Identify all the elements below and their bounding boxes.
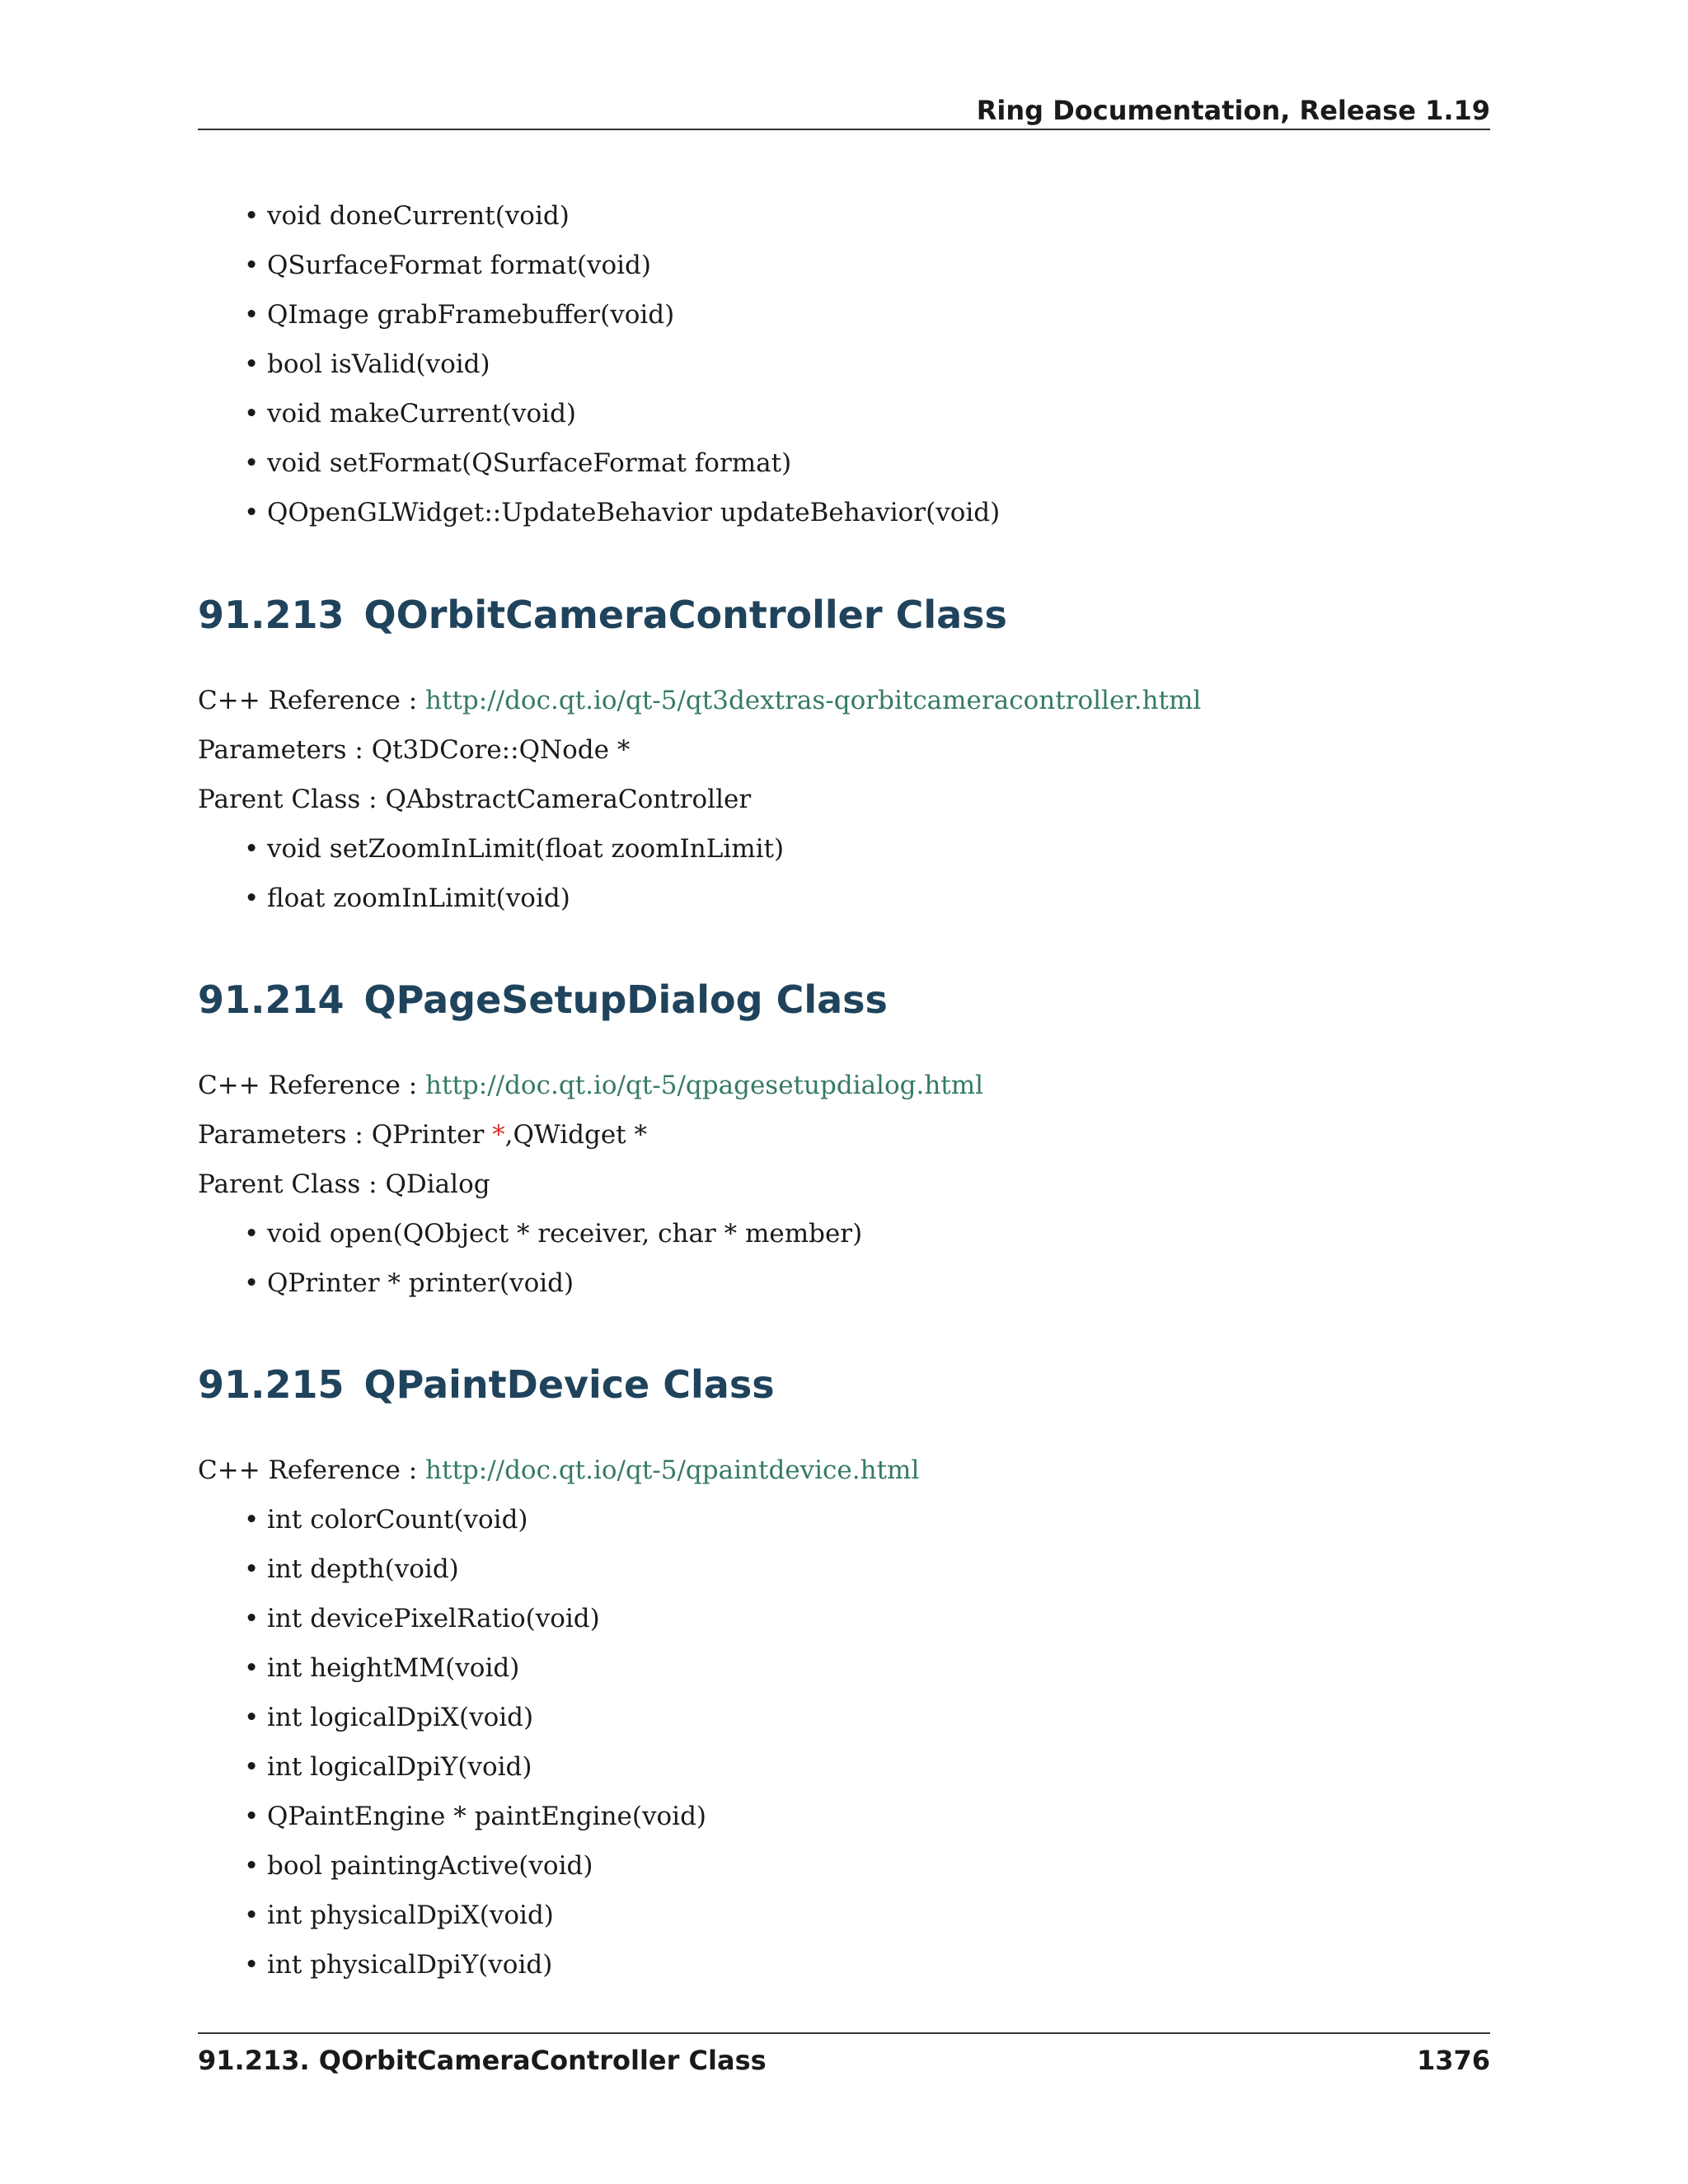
- list-item: • QSurfaceFormat format(void): [244, 251, 651, 280]
- list-item: • QPrinter * printer(void): [244, 1268, 574, 1298]
- list-item: • int depth(void): [244, 1554, 459, 1584]
- cpp-reference-line: C++ Reference : http://doc.qt.io/qt-5/qt3dextras-qorbitcameracontroller.html: [198, 686, 1202, 715]
- list-item: • QOpenGLWidget::UpdateBehavior updateBehavior(void): [244, 498, 1001, 527]
- section-heading-qorbitcameracontroller: 91.213 QOrbitCameraController Class: [198, 593, 1007, 637]
- list-item: • void makeCurrent(void): [244, 399, 577, 429]
- list-item: • bool isValid(void): [244, 349, 490, 379]
- list-item: • int heightMM(void): [244, 1653, 520, 1683]
- error-marker: *: [492, 1120, 505, 1150]
- list-item: • int devicePixelRatio(void): [244, 1604, 600, 1633]
- page-number: 1376: [1416, 2045, 1490, 2076]
- parameters-line: Parameters : Qt3DCore::QNode *: [198, 735, 631, 765]
- footer-section-title: 91.213. QOrbitCameraController Class: [198, 2045, 767, 2076]
- cpp-reference-link[interactable]: http://doc.qt.io/qt-5/qpagesetupdialog.html: [425, 1071, 984, 1100]
- cpp-reference-line: C++ Reference : http://doc.qt.io/qt-5/qpaintdevice.html: [198, 1455, 920, 1485]
- list-item: • QImage grabFramebuffer(void): [244, 300, 675, 330]
- list-item: • int logicalDpiX(void): [244, 1703, 534, 1732]
- list-item: • float zoomInLimit(void): [244, 883, 570, 913]
- list-item: • bool paintingActive(void): [244, 1851, 593, 1881]
- parameters-line: Parameters : QPrinter *,QWidget *: [198, 1120, 647, 1150]
- cpp-reference-link[interactable]: http://doc.qt.io/qt-5/qpaintdevice.html: [425, 1455, 920, 1485]
- header-rule: [198, 129, 1490, 130]
- section-heading-qpagesetupdialog: 91.214 QPageSetupDialog Class: [198, 977, 888, 1022]
- list-item: • void setZoomInLimit(float zoomInLimit): [244, 834, 785, 864]
- cpp-reference-link[interactable]: http://doc.qt.io/qt-5/qt3dextras-qorbitcameracontroller.html: [425, 686, 1202, 715]
- page-header-title: Ring Documentation, Release 1.19: [976, 95, 1490, 126]
- footer-rule: [198, 2032, 1490, 2034]
- list-item: • int physicalDpiY(void): [244, 1950, 553, 1980]
- parent-class-line: Parent Class : QAbstractCameraController: [198, 785, 752, 814]
- list-item: • int logicalDpiY(void): [244, 1752, 532, 1782]
- list-item: • void setFormat(QSurfaceFormat format): [244, 448, 792, 478]
- list-item: • int colorCount(void): [244, 1505, 528, 1535]
- list-item: • QPaintEngine * paintEngine(void): [244, 1802, 707, 1831]
- cpp-reference-line: C++ Reference : http://doc.qt.io/qt-5/qpagesetupdialog.html: [198, 1071, 984, 1100]
- list-item: • void doneCurrent(void): [244, 201, 570, 231]
- section-heading-qpaintdevice: 91.215 QPaintDevice Class: [198, 1362, 775, 1407]
- list-item: • int physicalDpiX(void): [244, 1900, 554, 1930]
- list-item: • void open(QObject * receiver, char * member): [244, 1219, 863, 1249]
- parent-class-line: Parent Class : QDialog: [198, 1169, 490, 1199]
